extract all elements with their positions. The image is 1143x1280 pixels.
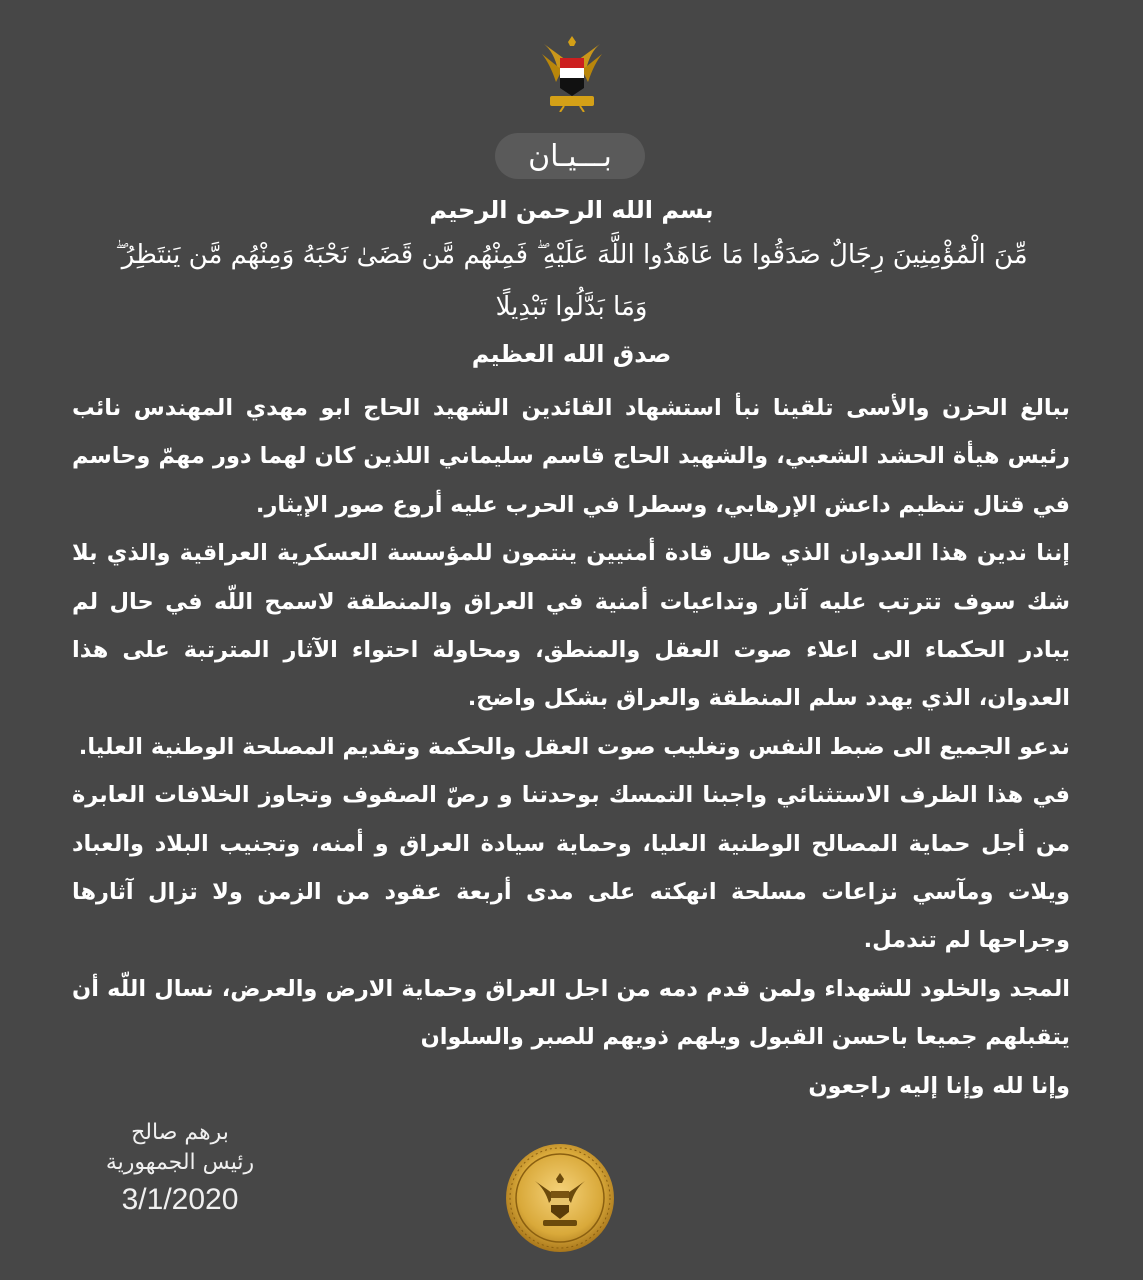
paragraph-restraint: ندعو الجميع الى ضبط النفس وتغليب صوت العقل والحكمة وتقديم المصلحة الوطنية العليا. [78,733,1070,760]
statement-date: 3/1/2020 [121,1183,239,1216]
verse-closing: صدق الله العظيم [471,340,672,368]
signatory-name: برهم صالح [131,1120,229,1145]
iraq-emblem-icon [540,30,604,112]
basmala: بسم الله الرحمن الرحيم [429,196,714,224]
quran-verse-line-1: مِّنَ الْمُؤْمِنِينَ رِجَالٌ صَدَقُوا مَا عَاهَدُوا اللَّهَ عَلَيْهِ ۖ فَمِنْهُم مَّن قَضَىٰ نَحْبَهُ وَمِنْهُم مَّن يَنتَظِرُ ۖ [115,240,1028,270]
paragraph-unity: في هذا الظرف الاستثنائي واجبنا التمسك بوحدتنا و رصّ الصفوف وتجاوز الخلافات العابرة من أجل حماية المصالح الوطنية العليا، وحماية سيادة العراق و أمنه، وتجنيب البلاد والعباد ويلات ومآسي نزاعات مسلحة انهكته على مدى أربعة عقود من الزمن ولا تزال آثارها وجراحها لم تندمل. [72,782,1070,954]
signature-block [80,1118,280,1222]
signatory-title: رئيس الجمهورية [105,1150,255,1175]
statement-body [72,384,1070,1110]
paragraph-condolence: ببالغ الحزن والأسى تلقينا نبأ استشهاد القائدين الشهيد الحاج ابو مهدي المهندس نائب رئيس هيأة الحشد الشعبي، والشهيد الحاج قاسم سليماني اللذين كان لهما دور مهمّ وحاسم في قتال تنظيم داعش الإرهابي، وسطرا في الحرب عليه أروع صور الإيثار. [72,395,1070,518]
paragraph-condemnation: إننا ندين هذا العدوان الذي طال قادة أمنيين ينتمون للمؤسسة العسكرية العراقية والذي بلا شك سوف تترتب عليه آثار وتداعيات أمنية في العراق والمنطقة لاسمح اللّه في حال لم يبادر الحكماء الى اعلاء صوت العقل والمنطق، ومحاولة احتواء الآثار المترتبة على هذا العدوان، الذي يهدد سلم المنطقة والعراق بشكل واضح. [72,540,1070,712]
quran-verse-line-2: وَمَا بَدَّلُوا تَبْدِيلًا [495,292,648,322]
paragraph-closing-prayer: وإنا لله وإنا إليه راجعون [808,1072,1070,1099]
statement-title: بـــيـان [495,133,645,179]
presidency-seal-icon [505,1143,615,1253]
paragraph-glory: المجد والخلود للشهداء ولمن قدم دمه من اجل العراق وحماية الارض والعرض، نسال اللّه أن يتقبلهم جميعا باحسن القبول ويلهم ذويهم للصبر والسلوان [72,975,1070,1051]
